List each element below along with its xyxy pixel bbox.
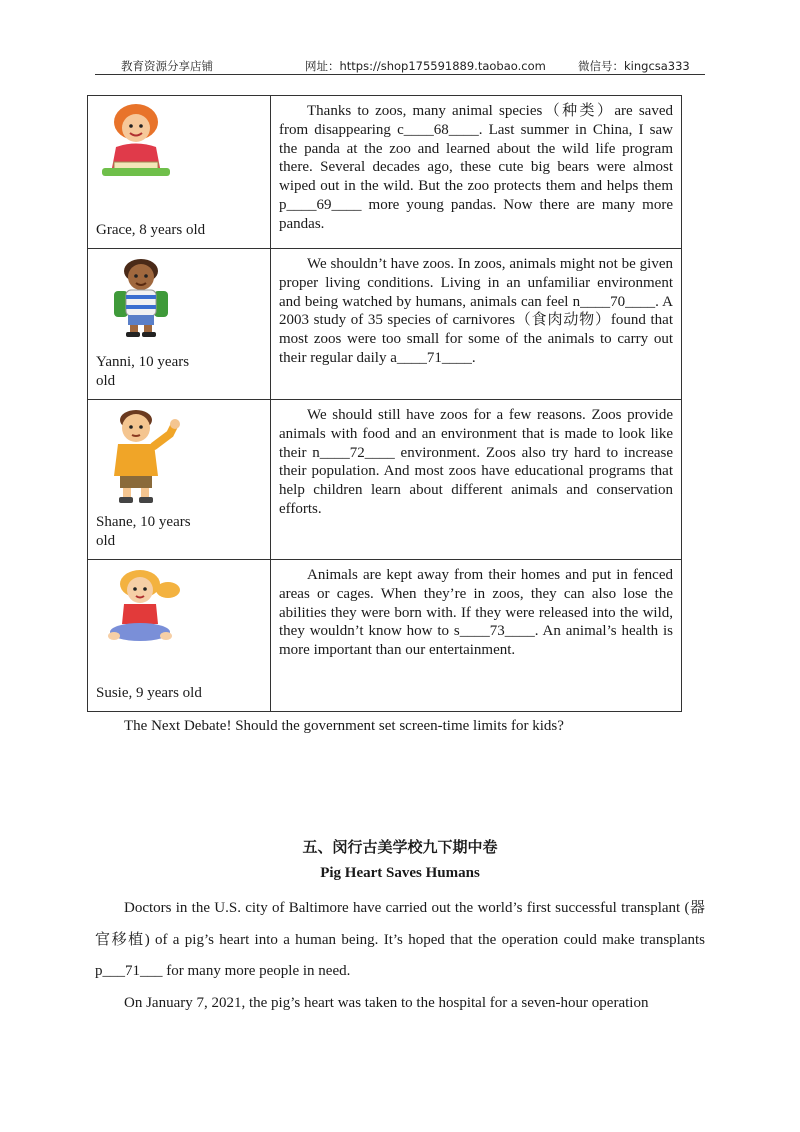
table-row (88, 96, 682, 249)
opinion-text: We shouldn’t have zoos. In zoos, animals might not be given proper living conditions. Living in an unfamiliar environment and being watched by humans, animals can feel n____70____. A 2003 study of 35 species of carnivores（食肉动物）found that most zoos were too small for some of the animals to carry out their regular daily a____71____. (279, 256, 673, 366)
table-row (88, 249, 682, 400)
opinion-cell (271, 560, 682, 712)
opinion-cell (271, 96, 682, 249)
paragraph: On January 7, 2021, the pig’s heart was taken to the hospital for a seven-hour operation (124, 994, 649, 1011)
speaker-name: Shane, 10 years old (96, 514, 191, 550)
girl-sitting-icon (96, 566, 192, 648)
speaker-name: Yanni, 10 years old (96, 354, 190, 390)
shop-url: 网址：https://shop175591889.taobao.com (305, 59, 546, 73)
speaker-cell (88, 560, 271, 712)
shop-name: 教育资源分享店铺 (121, 59, 213, 73)
boy-thinking-icon (96, 406, 196, 506)
opinion-cell (271, 400, 682, 560)
opinion-text: Animals are kept away from their homes and put in fenced areas or cages. When they’re in zoos, they can also lose the abilities they were born with. If they were released into the wild, they wouldn’t know how to s____73____. An animal’s health is more important than our entertainment. (279, 567, 673, 659)
table-row (88, 400, 682, 560)
next-debate-line: The Next Debate! Should the government set screen-time limits for kids? (124, 718, 564, 734)
debate-table (87, 95, 682, 712)
page-header (95, 56, 705, 75)
opinion-cell (271, 249, 682, 400)
table-row (88, 560, 682, 712)
speaker-cell (88, 96, 271, 249)
speaker-name: Susie, 9 years old (96, 685, 202, 702)
article-body (95, 893, 705, 1019)
girl-reading-icon (96, 102, 176, 184)
article-title: Pig Heart Saves Humans (320, 865, 480, 881)
speaker-cell (88, 400, 271, 560)
paragraph: Doctors in the U.S. city of Baltimore have carried out the world’s first successful transplant (器官移植) of a pig’s heart into a human being. It’s hoped that the operation could make transplants p___71___ for many more people in need. (95, 900, 705, 979)
speaker-name: Grace, 8 years old (96, 222, 206, 239)
boy-backpack-icon (96, 255, 186, 339)
wechat-id: 微信号：kingcsa333 (578, 59, 690, 73)
speaker-cell (88, 249, 271, 400)
opinion-text: Thanks to zoos, many animal species（种类）are saved from disappearing c____68____. Last summer in China, I saw the panda at the zoo and learned about the wild life program there. Several decades ago, these cute big bears were almost wiped out in the wild. But the zoo protects them and helps them p____69____ more young pandas. Now there are many more pandas. (279, 103, 673, 232)
opinion-text: We should still have zoos for a few reasons. Zoos provide animals with food and an environment that is made to look like their n____72____ environment. Zoos also try hard to increase their population. And most zoos have educational programs that help children learn about different animals and conservation efforts. (279, 407, 673, 517)
section-title: 五、闵行古美学校九下期中卷 (302, 838, 498, 856)
